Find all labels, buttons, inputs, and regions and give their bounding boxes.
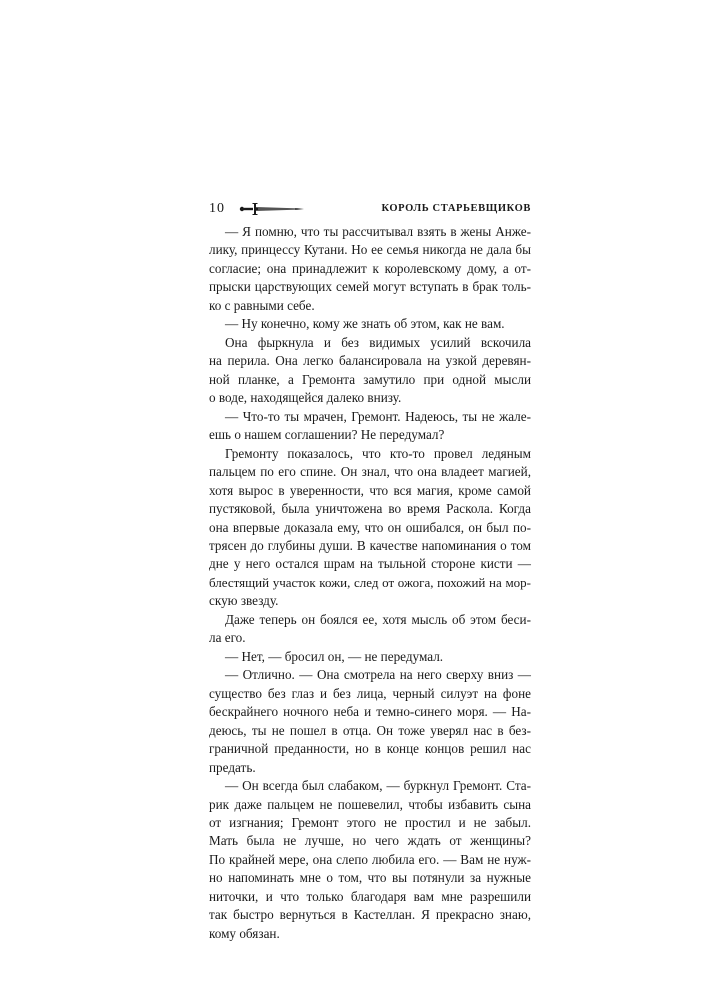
text-line: — Я помню, что ты рассчитывал взять в жены Анже- bbox=[225, 224, 531, 239]
text-line: Гремонту показалось, что кто-то провел ледяным bbox=[225, 445, 531, 461]
text-line: скую звезду. bbox=[209, 593, 279, 609]
text-line: дне у него остался шрам на тыльной стороне кисти — bbox=[209, 556, 531, 572]
text-line: ла его. bbox=[209, 630, 246, 646]
text-line: деюсь, ты не пошел в отца. Он тоже уверял нас в без- bbox=[209, 722, 531, 738]
text-line: Она фыркнула и без видимых усилий вскочила bbox=[225, 334, 531, 350]
text-line: прыски царствующих семей могут вступать в брак толь- bbox=[209, 279, 531, 295]
text-line: кому обязан. bbox=[209, 925, 280, 941]
body-text bbox=[209, 223, 531, 943]
text-line: — Что-то ты мрачен, Гремонт. Надеюсь, ты не жале- bbox=[225, 408, 531, 424]
text-line: граничной преданности, но в конце концов решил нас bbox=[209, 741, 531, 757]
text-line: пустяковой, была уничтожена во время Раскола. Когда bbox=[209, 501, 531, 517]
text-line: трясен до глубины души. В качестве напоминания о том bbox=[209, 537, 531, 553]
text-line: предать. bbox=[209, 759, 256, 775]
text-line: от изгнания; Гремонт этого не простил и не забыл. bbox=[209, 815, 531, 830]
text-line: рик даже пальцем не пошевелил, чтобы избавить сына bbox=[209, 796, 531, 812]
text-line: — Он всегда был слабаком, — буркнул Гремонт. Ста- bbox=[225, 778, 531, 794]
text-line: Мать была не лучше, но чего ждать от женщины? bbox=[209, 833, 531, 849]
sword-icon bbox=[239, 202, 305, 216]
text-line: ешь о нашем соглашении? Не передумал? bbox=[209, 427, 445, 443]
text-line: но напоминать мне о том, что вы потянули за нужные bbox=[209, 870, 531, 886]
text-line: лику, принцессу Кутани. Но ее семья никогда не дала бы bbox=[209, 242, 531, 258]
text-line: ниточки, и что только благодаря вам мне разрешили bbox=[209, 888, 531, 904]
running-head bbox=[209, 200, 531, 220]
text-line: на перила. Она легко балансировала на узкой деревян- bbox=[209, 353, 531, 369]
text-line: — Нет, — бросил он, — не передумал. bbox=[225, 648, 444, 664]
text-line: хотя вырос в уверенности, что вся магия, кроме самой bbox=[209, 482, 531, 498]
page-number: 10 bbox=[209, 201, 225, 216]
text-line: ко с равными себе. bbox=[209, 297, 315, 313]
text-line: — Отлично. — Она смотрела на него сверху вниз — bbox=[225, 667, 531, 683]
text-line: о воде, находящейся далеко внизу. bbox=[209, 390, 402, 406]
text-line: Даже теперь он боялся ее, хотя мысль об этом беси- bbox=[225, 611, 531, 627]
text-line: существо без глаз и без лица, черный силуэт на фоне bbox=[209, 685, 531, 701]
text-line: так быстро вернуться в Кастеллан. Я прекрасно знаю, bbox=[209, 907, 531, 923]
text-line: ной планке, а Гремонта замутило при одной мысли bbox=[209, 371, 531, 387]
text-line: бескрайнего ночного неба и темно-синего моря. — На- bbox=[209, 704, 531, 720]
text-line: пальцем по его спине. Он знал, что она владеет магией, bbox=[209, 464, 531, 480]
text-line: согласие; она принадлежит к королевскому дому, а от- bbox=[209, 260, 531, 276]
text-line: она впервые доказала ему, что он ошибался, он был по- bbox=[209, 519, 531, 535]
text-line: блестящий участок кожи, след от ожога, похожий на мор- bbox=[209, 574, 531, 590]
book-title: КОРОЛЬ СТАРЬЕВЩИКОВ bbox=[381, 203, 531, 214]
text-line: По крайней мере, она слепо любила его. — Вам не нуж- bbox=[209, 851, 531, 867]
text-line: — Ну конечно, кому же знать об этом, как не вам. bbox=[225, 316, 505, 332]
